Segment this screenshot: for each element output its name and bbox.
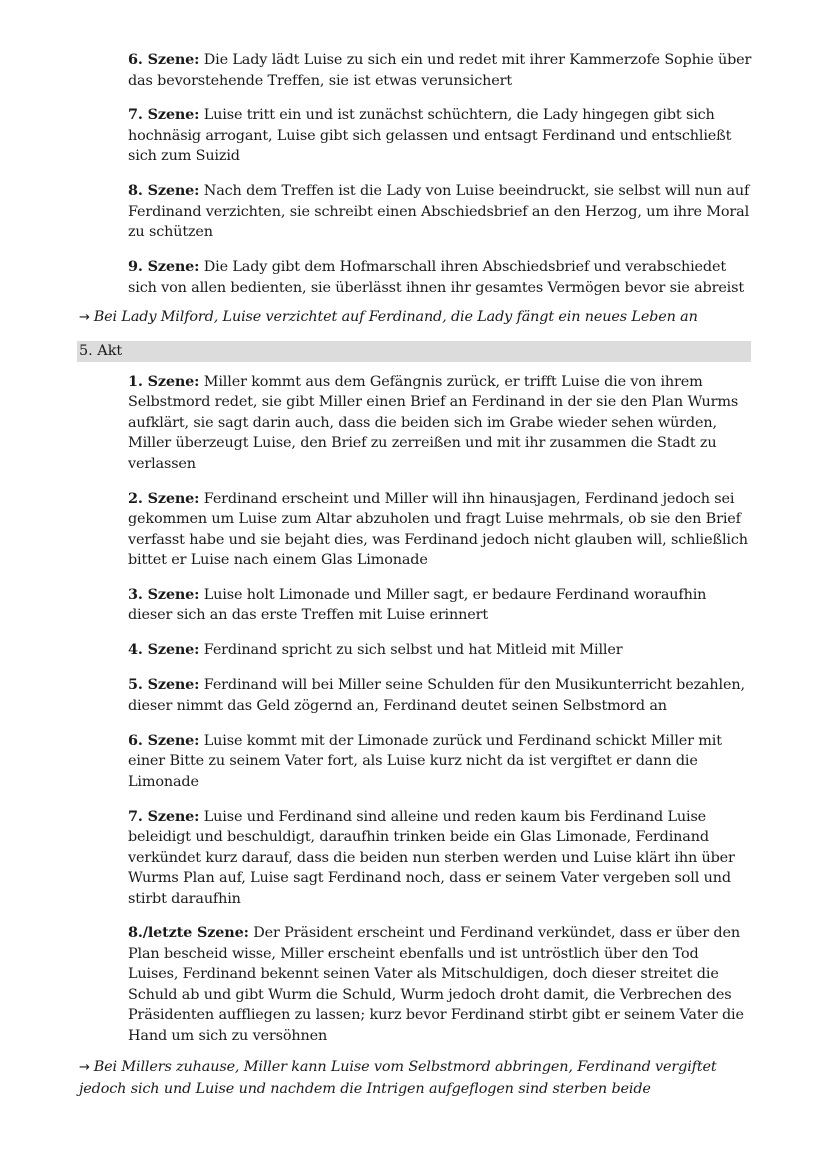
- scene-label: 3. Szene:: [128, 585, 200, 603]
- scene-label: 9. Szene:: [128, 258, 200, 276]
- scene-label: 6. Szene:: [128, 51, 200, 68]
- scene-text: Die Lady gibt dem Hofmarschall ihren Abschiedsbrief und verabschiedet sich von allen bedienten, sie überlässt ihnen ihr gesamtes Vermögen bevor sie abreist: [128, 259, 745, 296]
- scene-text: Luise kommt mit der Limonade zurück und Ferdinand schickt Miller mit einer Bitte zu seinem Vater fort, als Luise kurz nicht da ist vergiftet er dann die Limonade: [128, 732, 722, 790]
- act5-scene-list: [128, 372, 752, 1047]
- scene-paragraph: [128, 731, 752, 793]
- scene-label: 2. Szene:: [128, 489, 200, 507]
- scene-label: 7. Szene:: [128, 807, 200, 825]
- act4-summary: [79, 307, 755, 329]
- scene-paragraph: [128, 807, 752, 910]
- scene-paragraph: [128, 923, 752, 1046]
- scene-paragraph: [128, 585, 752, 626]
- scene-label: 6. Szene:: [128, 731, 200, 749]
- scene-paragraph: [128, 50, 752, 91]
- scene-text: Ferdinand will bei Miller seine Schulden für den Musikunterricht bezahlen, dieser nimmt das Geld zögernd an, Ferdinand deutet seinen Selbstmord an: [128, 677, 745, 714]
- scene-text: Nach dem Treffen ist die Lady von Luise beeindruckt, sie selbst will nun auf Ferdinand verzichten, sie schreibt einen Abschiedsbrief an den Herzog, um ihre Moral zu schützen: [128, 183, 750, 241]
- scene-text: Der Präsident erscheint und Ferdinand verkündet, dass er über den Plan bescheid wisse, Miller erscheint ebenfalls und ist untröstlich über den Tod Luises, Ferdinand bekennt seinen Vater als Mitschuldigen, doch dieser streitet die Schuld ab und gibt Wurm die Schuld, Wurm jedoch droht damit, die Verbrechen des Präsidenten auffliegen zu lassen; kurz bevor Ferdinand stirbt gibt er seinem Vater die Hand um sich zu versöhnen: [128, 925, 744, 1044]
- scene-paragraph: [128, 257, 752, 298]
- scene-label: 8. Szene:: [128, 182, 200, 200]
- arrow-right-icon: →: [79, 310, 90, 326]
- summary-text: Bei Millers zuhause, Miller kann Luise vom Selbstmord abbringen, Ferdinand vergiftet jedoch sich und Luise und nachdem die Intrigen aufgeflogen sind sterben beide: [79, 1059, 717, 1097]
- scene-label: 1. Szene:: [128, 372, 200, 390]
- scene-paragraph: [128, 105, 752, 167]
- act5-summary: [79, 1057, 755, 1099]
- scene-paragraph: [128, 181, 752, 243]
- scene-label: 4. Szene:: [128, 641, 200, 659]
- scene-paragraph: [128, 372, 752, 475]
- scene-label: 5. Szene:: [128, 676, 200, 694]
- scene-label: 7. Szene:: [128, 106, 200, 124]
- scene-paragraph: [128, 675, 752, 716]
- arrow-right-icon: →: [79, 1060, 90, 1076]
- summary-text: Bei Lady Milford, Luise verzichtet auf Ferdinand, die Lady fängt ein neues Leben an: [93, 309, 698, 326]
- scene-text: Luise tritt ein und ist zunächst schüchtern, die Lady hingegen gibt sich hochnäsig arrogant, Luise gibt sich gelassen und entsagt Ferdinand und entschließt sich zum Suizid: [128, 107, 732, 165]
- scene-label: 8./letzte Szene:: [128, 924, 249, 942]
- scene-text: Luise und Ferdinand sind alleine und reden kaum bis Ferdinand Luise beleidigt und beschuldigt, daraufhin trinken beide ein Glas Limonade, Ferdinand verkündet kurz darauf, dass die beiden nun sterben werden und Luise klärt ihn über Wurms Plan auf, Luise sagt Ferdinand noch, dass er seinem Vater vergeben soll und stirbt daraufhin: [128, 808, 735, 907]
- scene-paragraph: [128, 489, 752, 571]
- scene-text: Luise holt Limonade und Miller sagt, er bedaure Ferdinand woraufhin dieser sich an das erste Treffen mit Luise erinnert: [128, 586, 707, 624]
- scene-text: Ferdinand spricht zu sich selbst und hat Mitleid mit Miller: [199, 642, 623, 659]
- scene-paragraph: [128, 640, 752, 661]
- act5-header: 5. Akt: [77, 341, 751, 362]
- act4-scene-list: [128, 50, 752, 298]
- scene-text: Die Lady lädt Luise zu sich ein und redet mit ihrer Kammerzofe Sophie über das bevorstehende Treffen, sie ist etwas verunsichert: [128, 52, 752, 89]
- scene-text: Ferdinand erscheint und Miller will ihn hinausjagen, Ferdinand jedoch sei gekommen um Luise zum Altar abzuholen und fragt Luise mehrmals, ob sie den Brief verfasst habe und sie bejaht dies, was Ferdinand jedoch nicht glauben will, schließlich bittet er Luise nach einem Glas Limonade: [128, 490, 748, 569]
- scene-text: Miller kommt aus dem Gefängnis zurück, er trifft Luise die von ihrem Selbstmord redet, sie gibt Miller einen Brief an Ferdinand in der sie den Plan Wurms aufklärt, sie sagt darin auch, dass die beiden sich im Grabe wieder sehen würden, Miller überzeugt Luise, den Brief zu zerreißen und mit ihr zusammen die Stadt zu verlassen: [128, 373, 739, 472]
